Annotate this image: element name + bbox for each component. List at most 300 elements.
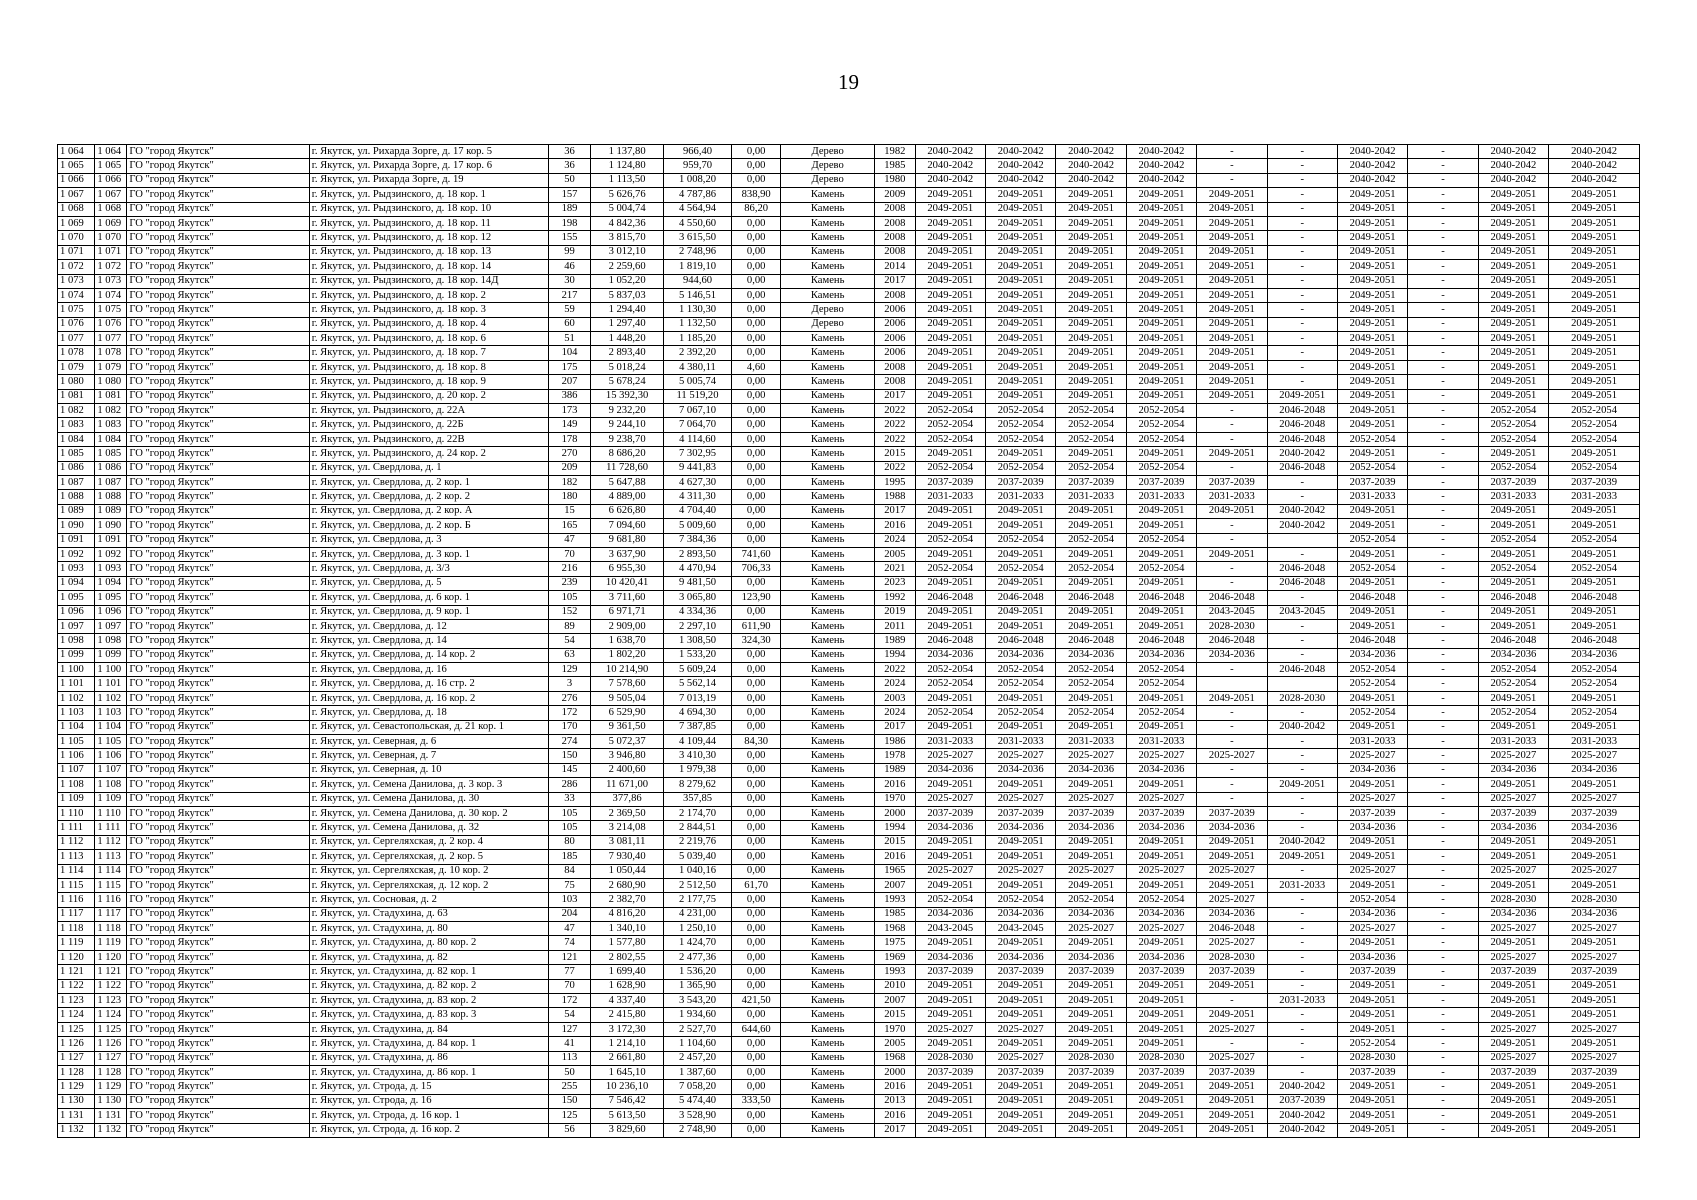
- cell-row-number: 1 072: [58, 260, 95, 274]
- cell-wall-material: Камень: [781, 260, 875, 274]
- cell-work-period-2: 2052-2054: [985, 706, 1055, 720]
- cell-work-period-10: 2040-2042: [1549, 159, 1640, 173]
- cell-work-period-4: 2049-2051: [1126, 979, 1196, 993]
- cell-residents-count: 175: [548, 360, 591, 374]
- cell-municipality: ГО "город Якутск": [127, 332, 309, 346]
- cell-total-area: 1 699,40: [591, 965, 664, 979]
- table-row: [58, 332, 1640, 346]
- cell-residents-count: 274: [548, 735, 591, 749]
- cell-wall-material: Дерево: [781, 173, 875, 187]
- cell-work-period-9: 2025-2027: [1478, 1051, 1548, 1065]
- cell-work-period-3: 2031-2033: [1056, 735, 1126, 749]
- cell-row-number: 1 093: [58, 562, 95, 576]
- cell-work-period-5: 2049-2051: [1197, 504, 1267, 518]
- cell-construction-year: 1968: [875, 922, 916, 936]
- cell-register-number: 1 091: [95, 533, 127, 547]
- cell-work-period-10: 2052-2054: [1549, 663, 1640, 677]
- cell-wall-material: Камень: [781, 749, 875, 763]
- cell-work-period-9: 2025-2027: [1478, 1022, 1548, 1036]
- cell-wall-material: Камень: [781, 1080, 875, 1094]
- cell-wall-material: Камень: [781, 792, 875, 806]
- cell-residential-area: 5 609,24: [663, 663, 731, 677]
- cell-work-period-2: 2049-2051: [985, 720, 1055, 734]
- cell-work-period-3: 2037-2039: [1056, 806, 1126, 820]
- cell-residents-count: 63: [548, 648, 591, 662]
- cell-municipality: ГО "город Якутск": [127, 634, 309, 648]
- cell-wall-material: Камень: [781, 821, 875, 835]
- cell-work-period-2: 2049-2051: [985, 850, 1055, 864]
- cell-residential-area: 7 013,19: [663, 691, 731, 705]
- cell-nonresidential-area: 0,00: [732, 159, 781, 173]
- cell-construction-year: 2016: [875, 519, 916, 533]
- cell-work-period-2: 2037-2039: [985, 475, 1055, 489]
- cell-address: г. Якутск, ул. Семена Данилова, д. 3 кор. 3: [309, 778, 548, 792]
- cell-work-period-5: 2049-2051: [1197, 245, 1267, 259]
- cell-work-period-6: -: [1267, 346, 1337, 360]
- cell-work-period-3: 2034-2036: [1056, 763, 1126, 777]
- cell-work-period-4: 2049-2051: [1126, 288, 1196, 302]
- table-row: [58, 303, 1640, 317]
- table-row: [58, 634, 1640, 648]
- cell-work-period-9: 2049-2051: [1478, 260, 1548, 274]
- cell-row-number: 1 073: [58, 274, 95, 288]
- cell-residents-count: 60: [548, 317, 591, 331]
- cell-address: г. Якутск, ул. Рыдзинского, д. 18 кор. 10: [309, 202, 548, 216]
- cell-nonresidential-area: 123,90: [732, 591, 781, 605]
- cell-work-period-8: -: [1408, 835, 1478, 849]
- cell-municipality: ГО "город Якутск": [127, 677, 309, 691]
- cell-work-period-1: 2052-2054: [915, 893, 985, 907]
- cell-work-period-4: 2052-2054: [1126, 706, 1196, 720]
- cell-residents-count: 84: [548, 864, 591, 878]
- cell-work-period-7: 2049-2051: [1337, 936, 1407, 950]
- cell-nonresidential-area: 0,00: [732, 490, 781, 504]
- cell-work-period-2: 2049-2051: [985, 994, 1055, 1008]
- cell-work-period-10: 2025-2027: [1549, 749, 1640, 763]
- cell-work-period-4: 2040-2042: [1126, 145, 1196, 159]
- cell-residents-count: 286: [548, 778, 591, 792]
- cell-address: г. Якутск, ул. Сосновая, д. 2: [309, 893, 548, 907]
- cell-work-period-1: 2025-2027: [915, 1022, 985, 1036]
- cell-row-number: 1 096: [58, 605, 95, 619]
- cell-work-period-9: 2049-2051: [1478, 274, 1548, 288]
- cell-total-area: 2 893,40: [591, 346, 664, 360]
- cell-address: г. Якутск, ул. Рыдзинского, д. 20 кор. 2: [309, 389, 548, 403]
- cell-total-area: 15 392,30: [591, 389, 664, 403]
- cell-residents-count: 198: [548, 216, 591, 230]
- table-row: [58, 173, 1640, 187]
- cell-work-period-5: 2037-2039: [1197, 475, 1267, 489]
- cell-work-period-5: -: [1197, 418, 1267, 432]
- cell-work-period-2: 2049-2051: [985, 835, 1055, 849]
- cell-register-number: 1 112: [95, 835, 127, 849]
- cell-total-area: 7 930,40: [591, 850, 664, 864]
- cell-work-period-2: 2049-2051: [985, 605, 1055, 619]
- cell-work-period-7: 2052-2054: [1337, 533, 1407, 547]
- cell-municipality: ГО "город Якутск": [127, 1109, 309, 1123]
- cell-work-period-6: 2040-2042: [1267, 519, 1337, 533]
- cell-residents-count: 3: [548, 677, 591, 691]
- cell-wall-material: Камень: [781, 691, 875, 705]
- cell-row-number: 1 111: [58, 821, 95, 835]
- cell-construction-year: 1965: [875, 864, 916, 878]
- cell-total-area: 2 415,80: [591, 1008, 664, 1022]
- cell-work-period-4: 2049-2051: [1126, 202, 1196, 216]
- cell-register-number: 1 088: [95, 490, 127, 504]
- cell-wall-material: Камень: [781, 288, 875, 302]
- cell-total-area: 4 816,20: [591, 907, 664, 921]
- cell-work-period-5: 2049-2051: [1197, 1123, 1267, 1137]
- cell-work-period-10: 2034-2036: [1549, 648, 1640, 662]
- cell-work-period-10: 2052-2054: [1549, 432, 1640, 446]
- cell-work-period-6: [1267, 677, 1337, 691]
- cell-work-period-9: 2052-2054: [1478, 562, 1548, 576]
- cell-work-period-3: 2052-2054: [1056, 404, 1126, 418]
- cell-residents-count: 75: [548, 878, 591, 892]
- cell-work-period-1: 2049-2051: [915, 360, 985, 374]
- cell-address: г. Якутск, ул. Свердлова, д. 16: [309, 663, 548, 677]
- cell-work-period-2: 2034-2036: [985, 950, 1055, 964]
- cell-work-period-4: 2049-2051: [1126, 231, 1196, 245]
- cell-residents-count: 145: [548, 763, 591, 777]
- cell-work-period-2: 2049-2051: [985, 346, 1055, 360]
- cell-work-period-2: 2049-2051: [985, 504, 1055, 518]
- cell-work-period-9: 2052-2054: [1478, 663, 1548, 677]
- table-row: [58, 1080, 1640, 1094]
- cell-wall-material: Камень: [781, 1022, 875, 1036]
- cell-register-number: 1 068: [95, 202, 127, 216]
- cell-nonresidential-area: 0,00: [732, 706, 781, 720]
- table-row: [58, 864, 1640, 878]
- cell-total-area: 2 680,90: [591, 878, 664, 892]
- cell-work-period-8: -: [1408, 691, 1478, 705]
- cell-construction-year: 2022: [875, 404, 916, 418]
- cell-work-period-6: -: [1267, 1051, 1337, 1065]
- cell-work-period-9: 2031-2033: [1478, 490, 1548, 504]
- cell-municipality: ГО "город Якутск": [127, 519, 309, 533]
- table-row: [58, 706, 1640, 720]
- cell-residents-count: 104: [548, 346, 591, 360]
- cell-work-period-6: 2046-2048: [1267, 418, 1337, 432]
- cell-work-period-3: 2049-2051: [1056, 1008, 1126, 1022]
- cell-work-period-4: 2049-2051: [1126, 519, 1196, 533]
- cell-work-period-2: 2037-2039: [985, 806, 1055, 820]
- cell-row-number: 1 076: [58, 317, 95, 331]
- cell-work-period-5: 2049-2051: [1197, 835, 1267, 849]
- cell-register-number: 1 114: [95, 864, 127, 878]
- cell-municipality: ГО "город Якутск": [127, 605, 309, 619]
- cell-work-period-6: -: [1267, 965, 1337, 979]
- cell-work-period-3: 2031-2033: [1056, 490, 1126, 504]
- cell-work-period-2: 2049-2051: [985, 288, 1055, 302]
- cell-work-period-5: 2037-2039: [1197, 1066, 1267, 1080]
- cell-nonresidential-area: 0,00: [732, 720, 781, 734]
- cell-work-period-8: -: [1408, 547, 1478, 561]
- cell-nonresidential-area: 0,00: [732, 677, 781, 691]
- cell-work-period-8: -: [1408, 1109, 1478, 1123]
- cell-work-period-4: 2049-2051: [1126, 835, 1196, 849]
- cell-work-period-1: 2049-2051: [915, 576, 985, 590]
- cell-work-period-7: 2040-2042: [1337, 145, 1407, 159]
- cell-nonresidential-area: 0,00: [732, 418, 781, 432]
- cell-nonresidential-area: 0,00: [732, 792, 781, 806]
- cell-nonresidential-area: 0,00: [732, 663, 781, 677]
- cell-work-period-9: 2037-2039: [1478, 1066, 1548, 1080]
- cell-work-period-8: -: [1408, 519, 1478, 533]
- cell-work-period-1: 2049-2051: [915, 778, 985, 792]
- cell-work-period-6: -: [1267, 619, 1337, 633]
- cell-row-number: 1 126: [58, 1037, 95, 1051]
- cell-register-number: 1 107: [95, 763, 127, 777]
- cell-work-period-4: 2037-2039: [1126, 475, 1196, 489]
- cell-nonresidential-area: 0,00: [732, 821, 781, 835]
- cell-address: г. Якутск, ул. Сергеляхская, д. 2 кор. 4: [309, 835, 548, 849]
- cell-work-period-6: -: [1267, 792, 1337, 806]
- cell-construction-year: 2024: [875, 533, 916, 547]
- cell-work-period-4: 2052-2054: [1126, 418, 1196, 432]
- cell-work-period-7: 2037-2039: [1337, 965, 1407, 979]
- cell-work-period-2: 2049-2051: [985, 375, 1055, 389]
- cell-nonresidential-area: 0,00: [732, 936, 781, 950]
- cell-wall-material: Камень: [781, 1037, 875, 1051]
- cell-work-period-9: 2028-2030: [1478, 893, 1548, 907]
- cell-work-period-5: 2028-2030: [1197, 950, 1267, 964]
- cell-work-period-5: -: [1197, 533, 1267, 547]
- cell-nonresidential-area: 0,00: [732, 778, 781, 792]
- cell-work-period-3: 2049-2051: [1056, 936, 1126, 950]
- cell-address: г. Якутск, ул. Стадухина, д. 82 кор. 2: [309, 979, 548, 993]
- cell-work-period-9: 2049-2051: [1478, 317, 1548, 331]
- cell-work-period-4: 2049-2051: [1126, 850, 1196, 864]
- cell-work-period-6: -: [1267, 648, 1337, 662]
- cell-work-period-8: -: [1408, 864, 1478, 878]
- cell-residents-count: 36: [548, 145, 591, 159]
- cell-work-period-8: -: [1408, 231, 1478, 245]
- cell-work-period-3: 2052-2054: [1056, 893, 1126, 907]
- cell-work-period-5: 2043-2045: [1197, 605, 1267, 619]
- cell-residents-count: 15: [548, 504, 591, 518]
- cell-municipality: ГО "город Якутск": [127, 447, 309, 461]
- cell-work-period-10: 2034-2036: [1549, 821, 1640, 835]
- cell-work-period-2: 2052-2054: [985, 418, 1055, 432]
- cell-work-period-1: 2049-2051: [915, 231, 985, 245]
- cell-wall-material: Камень: [781, 216, 875, 230]
- cell-work-period-10: 2049-2051: [1549, 720, 1640, 734]
- table-row: [58, 260, 1640, 274]
- cell-work-period-7: 2049-2051: [1337, 360, 1407, 374]
- cell-row-number: 1 069: [58, 216, 95, 230]
- cell-work-period-7: 2049-2051: [1337, 231, 1407, 245]
- table-row: [58, 346, 1640, 360]
- cell-residential-area: 2 457,20: [663, 1051, 731, 1065]
- cell-address: г. Якутск, ул. Строда, д. 16: [309, 1094, 548, 1108]
- cell-construction-year: 2008: [875, 360, 916, 374]
- cell-work-period-6: -: [1267, 907, 1337, 921]
- cell-work-period-7: 2049-2051: [1337, 245, 1407, 259]
- cell-address: г. Якутск, ул. Стадухина, д. 80 кор. 2: [309, 936, 548, 950]
- cell-work-period-10: 2049-2051: [1549, 1080, 1640, 1094]
- cell-register-number: 1 108: [95, 778, 127, 792]
- cell-residents-count: 255: [548, 1080, 591, 1094]
- cell-total-area: 9 361,50: [591, 720, 664, 734]
- cell-row-number: 1 118: [58, 922, 95, 936]
- cell-row-number: 1 098: [58, 634, 95, 648]
- cell-construction-year: 1994: [875, 648, 916, 662]
- cell-wall-material: Дерево: [781, 159, 875, 173]
- cell-residential-area: 1 008,20: [663, 173, 731, 187]
- cell-work-period-10: 2031-2033: [1549, 735, 1640, 749]
- cell-total-area: 4 889,00: [591, 490, 664, 504]
- table-row: [58, 317, 1640, 331]
- cell-register-number: 1 130: [95, 1094, 127, 1108]
- cell-work-period-8: -: [1408, 1094, 1478, 1108]
- cell-work-period-4: 2049-2051: [1126, 1123, 1196, 1137]
- cell-register-number: 1 074: [95, 288, 127, 302]
- cell-nonresidential-area: 0,00: [732, 648, 781, 662]
- cell-municipality: ГО "город Якутск": [127, 188, 309, 202]
- cell-address: г. Якутск, ул. Свердлова, д. 16 стр. 2: [309, 677, 548, 691]
- cell-construction-year: 2017: [875, 274, 916, 288]
- cell-residents-count: 113: [548, 1051, 591, 1065]
- cell-work-period-9: 2049-2051: [1478, 231, 1548, 245]
- cell-work-period-4: 2049-2051: [1126, 245, 1196, 259]
- cell-work-period-8: -: [1408, 792, 1478, 806]
- cell-work-period-7: 2049-2051: [1337, 375, 1407, 389]
- cell-work-period-6: 2049-2051: [1267, 778, 1337, 792]
- cell-work-period-6: -: [1267, 303, 1337, 317]
- cell-nonresidential-area: 0,00: [732, 447, 781, 461]
- cell-work-period-1: 2025-2027: [915, 864, 985, 878]
- cell-work-period-5: 2049-2051: [1197, 878, 1267, 892]
- cell-total-area: 1 340,10: [591, 922, 664, 936]
- cell-register-number: 1 070: [95, 231, 127, 245]
- cell-work-period-1: 2049-2051: [915, 979, 985, 993]
- cell-address: г. Якутск, ул. Строда, д. 15: [309, 1080, 548, 1094]
- cell-work-period-7: 2049-2051: [1337, 720, 1407, 734]
- cell-work-period-2: 2049-2051: [985, 1123, 1055, 1137]
- cell-work-period-9: 2025-2027: [1478, 922, 1548, 936]
- cell-municipality: ГО "город Якутск": [127, 360, 309, 374]
- cell-work-period-10: 2052-2054: [1549, 677, 1640, 691]
- cell-nonresidential-area: 0,00: [732, 231, 781, 245]
- table-row: [58, 619, 1640, 633]
- cell-work-period-1: 2049-2051: [915, 1008, 985, 1022]
- cell-nonresidential-area: 333,50: [732, 1094, 781, 1108]
- cell-work-period-4: 2034-2036: [1126, 763, 1196, 777]
- cell-work-period-2: 2052-2054: [985, 404, 1055, 418]
- cell-work-period-1: 2049-2051: [915, 504, 985, 518]
- cell-work-period-2: 2052-2054: [985, 562, 1055, 576]
- cell-work-period-4: 2049-2051: [1126, 188, 1196, 202]
- cell-construction-year: 2022: [875, 461, 916, 475]
- cell-total-area: 6 529,90: [591, 706, 664, 720]
- cell-address: г. Якутск, ул. Стадухина, д. 82: [309, 950, 548, 964]
- cell-nonresidential-area: 0,00: [732, 576, 781, 590]
- cell-total-area: 3 711,60: [591, 591, 664, 605]
- cell-work-period-6: -: [1267, 749, 1337, 763]
- cell-residential-area: 2 748,90: [663, 1123, 731, 1137]
- cell-work-period-5: -: [1197, 562, 1267, 576]
- cell-municipality: ГО "город Якутск": [127, 763, 309, 777]
- cell-residents-count: 54: [548, 1008, 591, 1022]
- cell-work-period-4: 2052-2054: [1126, 404, 1196, 418]
- cell-nonresidential-area: 0,00: [732, 303, 781, 317]
- cell-work-period-4: 2052-2054: [1126, 562, 1196, 576]
- cell-work-period-3: 2049-2051: [1056, 274, 1126, 288]
- cell-work-period-5: 2049-2051: [1197, 1008, 1267, 1022]
- cell-nonresidential-area: 0,00: [732, 504, 781, 518]
- cell-work-period-7: 2049-2051: [1337, 404, 1407, 418]
- cell-work-period-2: 2025-2027: [985, 1022, 1055, 1036]
- table-row: [58, 663, 1640, 677]
- cell-construction-year: 2021: [875, 562, 916, 576]
- cell-work-period-7: 2049-2051: [1337, 691, 1407, 705]
- cell-register-number: 1 117: [95, 907, 127, 921]
- cell-work-period-9: 2049-2051: [1478, 447, 1548, 461]
- cell-row-number: 1 085: [58, 447, 95, 461]
- cell-work-period-1: 2037-2039: [915, 475, 985, 489]
- cell-work-period-3: 2049-2051: [1056, 317, 1126, 331]
- cell-register-number: 1 097: [95, 619, 127, 633]
- cell-work-period-10: 2049-2051: [1549, 303, 1640, 317]
- cell-work-period-2: 2052-2054: [985, 893, 1055, 907]
- cell-work-period-6: -: [1267, 159, 1337, 173]
- cell-work-period-8: -: [1408, 1051, 1478, 1065]
- cell-wall-material: Дерево: [781, 145, 875, 159]
- cell-residential-area: 357,85: [663, 792, 731, 806]
- cell-work-period-3: 2040-2042: [1056, 145, 1126, 159]
- cell-residential-area: 4 311,30: [663, 490, 731, 504]
- cell-work-period-10: 2049-2051: [1549, 835, 1640, 849]
- cell-residential-area: 4 694,30: [663, 706, 731, 720]
- cell-residents-count: 70: [548, 979, 591, 993]
- cell-work-period-9: 2049-2051: [1478, 576, 1548, 590]
- cell-work-period-4: 2052-2054: [1126, 663, 1196, 677]
- cell-work-period-8: -: [1408, 490, 1478, 504]
- cell-work-period-1: 2049-2051: [915, 274, 985, 288]
- cell-work-period-2: 2049-2051: [985, 447, 1055, 461]
- cell-work-period-3: 2049-2051: [1056, 447, 1126, 461]
- cell-work-period-10: 2052-2054: [1549, 418, 1640, 432]
- cell-register-number: 1 079: [95, 360, 127, 374]
- cell-work-period-8: -: [1408, 188, 1478, 202]
- cell-residential-area: 1 250,10: [663, 922, 731, 936]
- cell-address: г. Якутск, ул. Рыдзинского, д. 18 кор. 8: [309, 360, 548, 374]
- table-row: [58, 231, 1640, 245]
- cell-residential-area: 7 384,36: [663, 533, 731, 547]
- cell-row-number: 1 090: [58, 519, 95, 533]
- cell-work-period-2: 2049-2051: [985, 216, 1055, 230]
- cell-address: г. Якутск, ул. Севастопольская, д. 21 кор. 1: [309, 720, 548, 734]
- cell-wall-material: Камень: [781, 447, 875, 461]
- cell-wall-material: Камень: [781, 648, 875, 662]
- cell-municipality: ГО "город Якутск": [127, 1123, 309, 1137]
- table-row: [58, 994, 1640, 1008]
- cell-residents-count: 33: [548, 792, 591, 806]
- cell-work-period-8: -: [1408, 159, 1478, 173]
- cell-total-area: 9 681,80: [591, 533, 664, 547]
- cell-work-period-3: 2025-2027: [1056, 922, 1126, 936]
- cell-address: г. Якутск, ул. Стадухина, д. 86 кор. 1: [309, 1066, 548, 1080]
- cell-residential-area: 3 543,20: [663, 994, 731, 1008]
- cell-row-number: 1 075: [58, 303, 95, 317]
- cell-construction-year: 2023: [875, 576, 916, 590]
- cell-work-period-10: 2049-2051: [1549, 216, 1640, 230]
- cell-work-period-6: -: [1267, 763, 1337, 777]
- cell-work-period-8: -: [1408, 461, 1478, 475]
- cell-construction-year: 2006: [875, 317, 916, 331]
- cell-work-period-5: 2037-2039: [1197, 806, 1267, 820]
